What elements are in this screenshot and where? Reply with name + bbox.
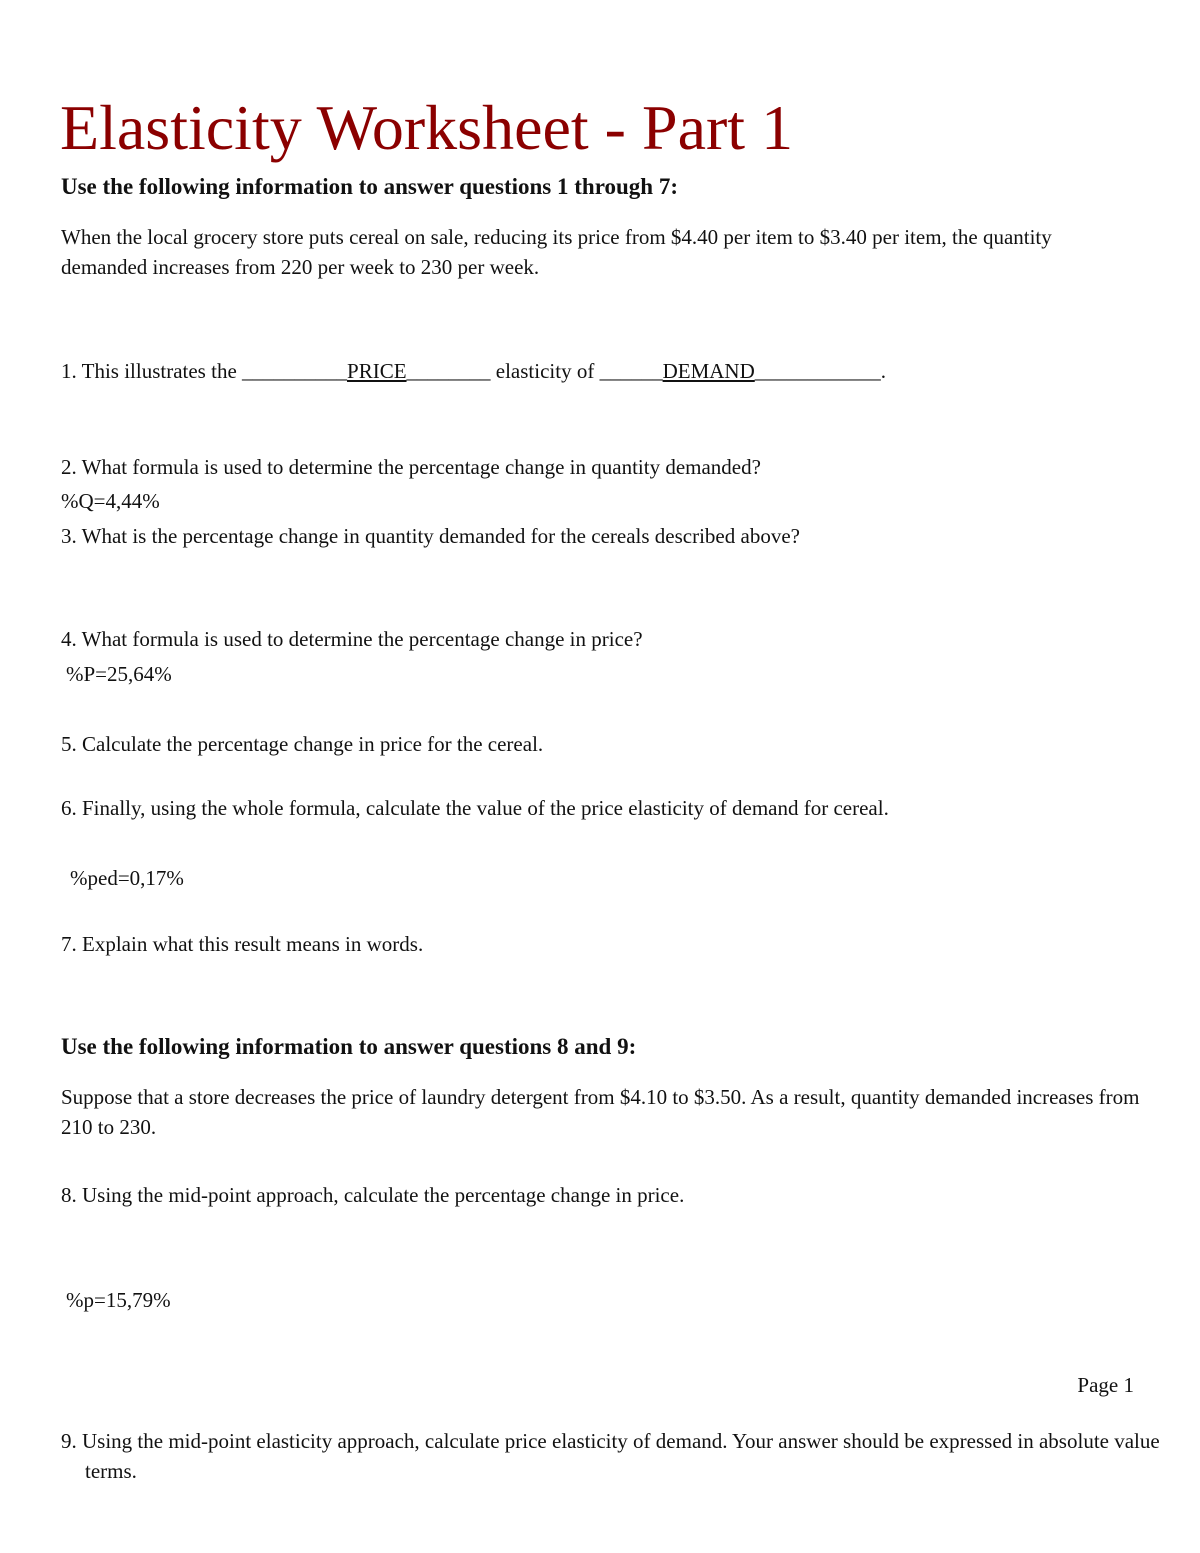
question-1-answer-2: DEMAND <box>662 359 755 383</box>
question-1-blank-1-trail: ________ <box>406 359 491 383</box>
question-9: 9. Using the mid-point elasticity approach, calculate price elasticity of demand. Your answer should be expressed in absolute value terms. <box>61 1429 1160 1483</box>
question-4-answer: %P=25,64% <box>66 662 172 686</box>
question-1 <box>61 356 886 386</box>
question-2-answer: %Q=4,44% <box>61 489 160 513</box>
section-1-intro: When the local grocery store puts cereal on sale, reducing its price from $4.40 per item to $3.40 per item, the quantity demanded increases from 220 per week to 230 per week. <box>61 225 1052 279</box>
section-1-heading: Use the following information to answer questions 1 through 7: <box>61 174 678 199</box>
question-1-prefix: 1. This illustrates the <box>61 359 243 383</box>
section-2-heading: Use the following information to answer questions 8 and 9: <box>61 1034 637 1059</box>
question-1-blank-2-trail: ____________ <box>754 359 881 383</box>
question-5: 5. Calculate the percentage change in price for the cereal. <box>61 732 544 756</box>
question-2: 2. What formula is used to determine the percentage change in quantity demanded? <box>61 455 761 479</box>
question-8-answer: %p=15,79% <box>66 1288 171 1312</box>
question-1-suffix: . <box>880 359 887 383</box>
section-2-intro: Suppose that a store decreases the price of laundry detergent from $4.10 to $3.50. As a result, quantity demanded increases from 210 to 230. <box>61 1085 1140 1139</box>
question-8: 8. Using the mid-point approach, calculate the percentage change in price. <box>61 1183 685 1207</box>
question-6: 6. Finally, using the whole formula, calculate the value of the price elasticity of demand for cereal. <box>61 796 889 820</box>
question-1-middle: elasticity of <box>490 359 600 383</box>
question-4: 4. What formula is used to determine the percentage change in price? <box>61 627 643 651</box>
question-1-blank-2-lead: ______ <box>599 359 663 383</box>
question-1-blank-1-lead: __________ <box>242 359 348 383</box>
page-number: Page 1 <box>1077 1373 1134 1397</box>
question-1-answer-1: PRICE <box>347 359 407 383</box>
question-3: 3. What is the percentage change in quantity demanded for the cereals described above? <box>61 524 800 548</box>
question-6-answer: %ped=0,17% <box>70 866 184 890</box>
question-7: 7. Explain what this result means in words. <box>61 932 424 956</box>
page-title: Elasticity Worksheet - Part 1 <box>60 92 794 163</box>
